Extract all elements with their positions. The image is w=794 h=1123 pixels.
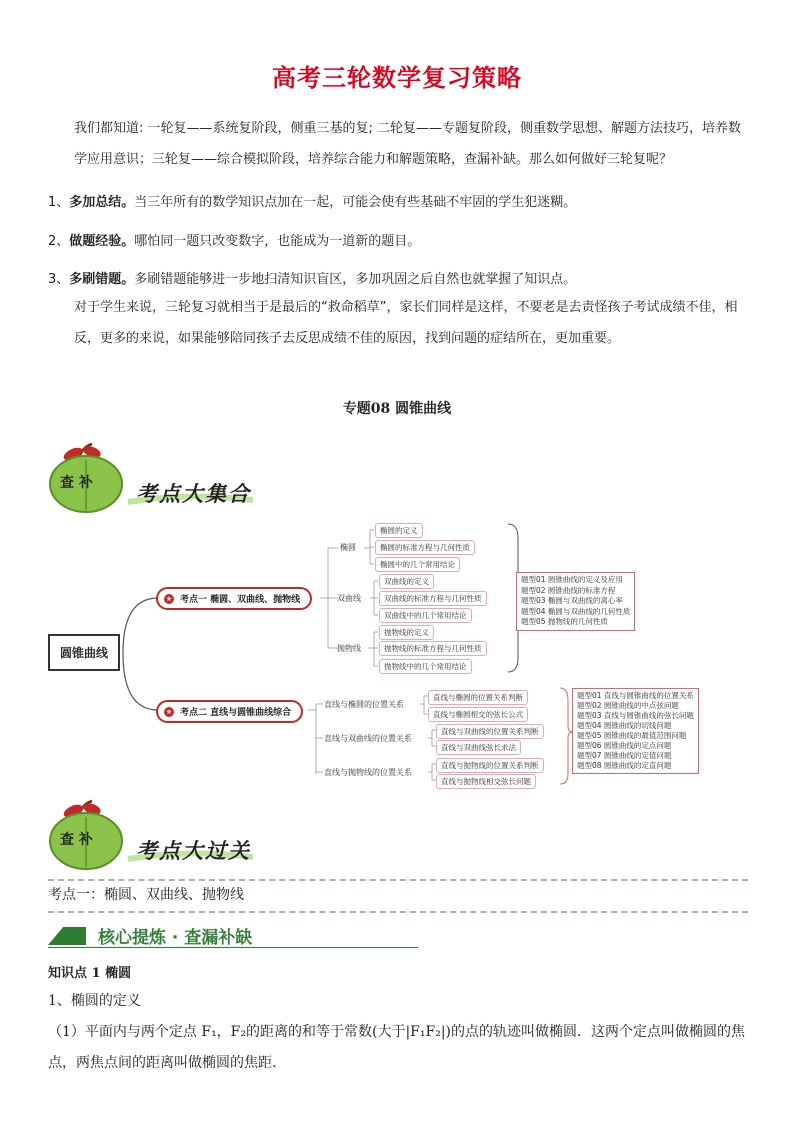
banner-shape-icon — [48, 927, 86, 945]
topic-title: 专题08 圆锥曲线 — [342, 401, 452, 417]
line-hyperbola-item: 直线与双曲线的位置关系判断 — [436, 724, 544, 739]
type-item: 题型04 圆锥曲线的切线问题 — [577, 721, 672, 730]
line-parabola-item: 直线与抛物线相交弦长问题 — [436, 774, 536, 789]
tip-text: 哪怕同一题只改变数字，也能成为一道新的题目。 — [134, 234, 421, 249]
ellipse-item: 椭圆的标准方程与几何性质 — [375, 540, 475, 555]
line-hyperbola-item: 直线与双曲线弦长求法 — [436, 740, 521, 755]
parabola-item: 抛物线的定义 — [379, 625, 434, 640]
line-parabola-node: 直线与抛物线的位置关系 — [324, 768, 412, 777]
badge-kaodian-dajihe — [48, 440, 258, 520]
divider — [48, 879, 748, 881]
tip-bold: 做题经验。 — [69, 234, 135, 249]
badge-title: 考点大过关 — [136, 838, 251, 863]
line-ellipse-item: 直线与椭圆相交的弦长公式 — [428, 707, 528, 722]
tip-num: 3、 — [48, 272, 70, 287]
kaodian1-node — [156, 587, 312, 610]
type-item: 题型02 圆锥曲线的中点弦问题 — [577, 701, 679, 710]
hexin-banner — [48, 925, 418, 948]
parabola-node: 抛物线 — [337, 644, 361, 653]
tip-item-1 — [48, 191, 748, 210]
intro-paragraph — [48, 113, 748, 175]
types2-list — [572, 688, 699, 774]
apple-badge-text: 查 补 — [60, 475, 93, 491]
type-item: 题型05 抛物线的几何性质 — [521, 617, 608, 626]
parabola-item: 抛物线中的几个常用结论 — [379, 659, 472, 674]
hyperbola-item: 双曲线中的几个常用结论 — [379, 608, 472, 623]
divider — [48, 911, 748, 913]
type-item: 题型03 椭圆与双曲线的离心率 — [521, 596, 623, 605]
mind-map — [48, 518, 748, 788]
line-hyperbola-node: 直线与双曲线的位置关系 — [324, 734, 412, 743]
type-item: 题型06 圆锥曲线的定点问题 — [577, 741, 672, 750]
type-item: 题型01 直线与圆锥曲线的位置关系 — [577, 691, 694, 700]
hyperbola-node: 双曲线 — [337, 594, 361, 603]
hyperbola-item: 双曲线的标准方程与几何性质 — [379, 591, 487, 606]
type-item: 题型01 圆锥曲线的定义及应用 — [521, 575, 623, 584]
kaodian2-node — [156, 700, 303, 723]
tip-text: 多刷错题能够进一步地扫清知识盲区，多加巩固之后自然也就掌握了知识点。 — [134, 272, 577, 287]
ellipse-item: 椭圆中的几个常用结论 — [375, 557, 460, 572]
type-item: 题型08 圆锥曲线的定直问题 — [577, 761, 672, 770]
definition-title: 1、椭圆的定义 — [48, 993, 141, 1009]
hyperbola-item: 双曲线的定义 — [379, 574, 434, 589]
types1-list — [516, 572, 635, 631]
ellipse-node: 椭圆 — [340, 543, 356, 552]
hexin-title: 核心提炼 · 查漏补缺 — [98, 928, 253, 948]
tip-text: 当三年所有的数学知识点加在一起，可能会使有些基础不牢固的学生犯迷糊。 — [134, 195, 577, 210]
page-title: 高考三轮数学复习策略 — [272, 64, 522, 92]
tip-item-2 — [48, 230, 748, 249]
tip-num: 1、 — [48, 195, 70, 210]
star-icon: ★ — [165, 708, 173, 716]
type-item: 题型03 直线与圆锥曲线的弦长问题 — [577, 711, 694, 720]
tip-bold: 多加总结。 — [69, 195, 135, 210]
tip-num: 2、 — [48, 234, 70, 249]
kaodian2-label: 考点二 直线与圆锥曲线综合 — [180, 708, 292, 718]
closing-text: 对于学生来说，三轮复习就相当于是最后的“救命稻草”，家长们同样是这样，不要老是去责怪孩子考试成绩不佳，相反，更多的来说，如果能够陪同孩子去反思成绩不佳的原因，找到问题的症结所在，更加重要。 — [74, 300, 738, 346]
intro-text: 我们都知道: 一轮复——系统复阶段，侧重三基的复; 二轮复——专题复阶段，侧重数学思想、解题方法技巧，培养数学应用意识；三轮复——综合模拟阶段，培养综合能力和解题策略，查漏补缺。那么如何做好三轮复呢？ — [74, 121, 742, 167]
line-parabola-item: 直线与抛物线的位置关系判断 — [436, 758, 544, 773]
knowledge-point-title: 知识点 1 椭圆 — [48, 966, 132, 981]
parabola-item: 抛物线的标准方程与几何性质 — [379, 641, 487, 656]
definition-text: （1）平面内与两个定点 F₁，F₂的距离的和等于常数(大于|F₁F₂|)的点的轨迹叫做椭圆．这两个定点叫做椭圆的焦点，两焦点间的距离叫做椭圆的焦距. — [48, 1024, 746, 1071]
closing-paragraph — [48, 292, 748, 354]
type-item: 题型04 椭圆与双曲线的几何性质 — [521, 606, 631, 616]
tip-bold: 多刷错题。 — [69, 272, 135, 287]
line-ellipse-node: 直线与椭圆的位置关系 — [324, 700, 404, 709]
ellipse-item: 椭圆的定义 — [375, 523, 423, 538]
star-icon: ★ — [165, 595, 173, 603]
kaodian1-heading: 考点一：椭圆、双曲线、抛物线 — [48, 887, 244, 903]
apple-badge-text: 查 补 — [60, 832, 93, 848]
type-item: 题型05 圆锥曲线的最值范围问题 — [577, 731, 687, 740]
kaodian1-label: 考点一 椭圆、双曲线、抛物线 — [180, 595, 301, 605]
root-node: 圆锥曲线 — [48, 634, 120, 671]
badge-kaodian-daguoguan — [48, 797, 258, 877]
type-item: 题型02 圆锥曲线的标准方程 — [521, 585, 616, 595]
tip-item-3 — [48, 268, 748, 287]
type-item: 题型07 圆锥曲线的定值问题 — [577, 751, 672, 760]
badge-title: 考点大集合 — [136, 481, 251, 506]
line-ellipse-item: 直线与椭圆的位置关系判断 — [428, 690, 528, 705]
